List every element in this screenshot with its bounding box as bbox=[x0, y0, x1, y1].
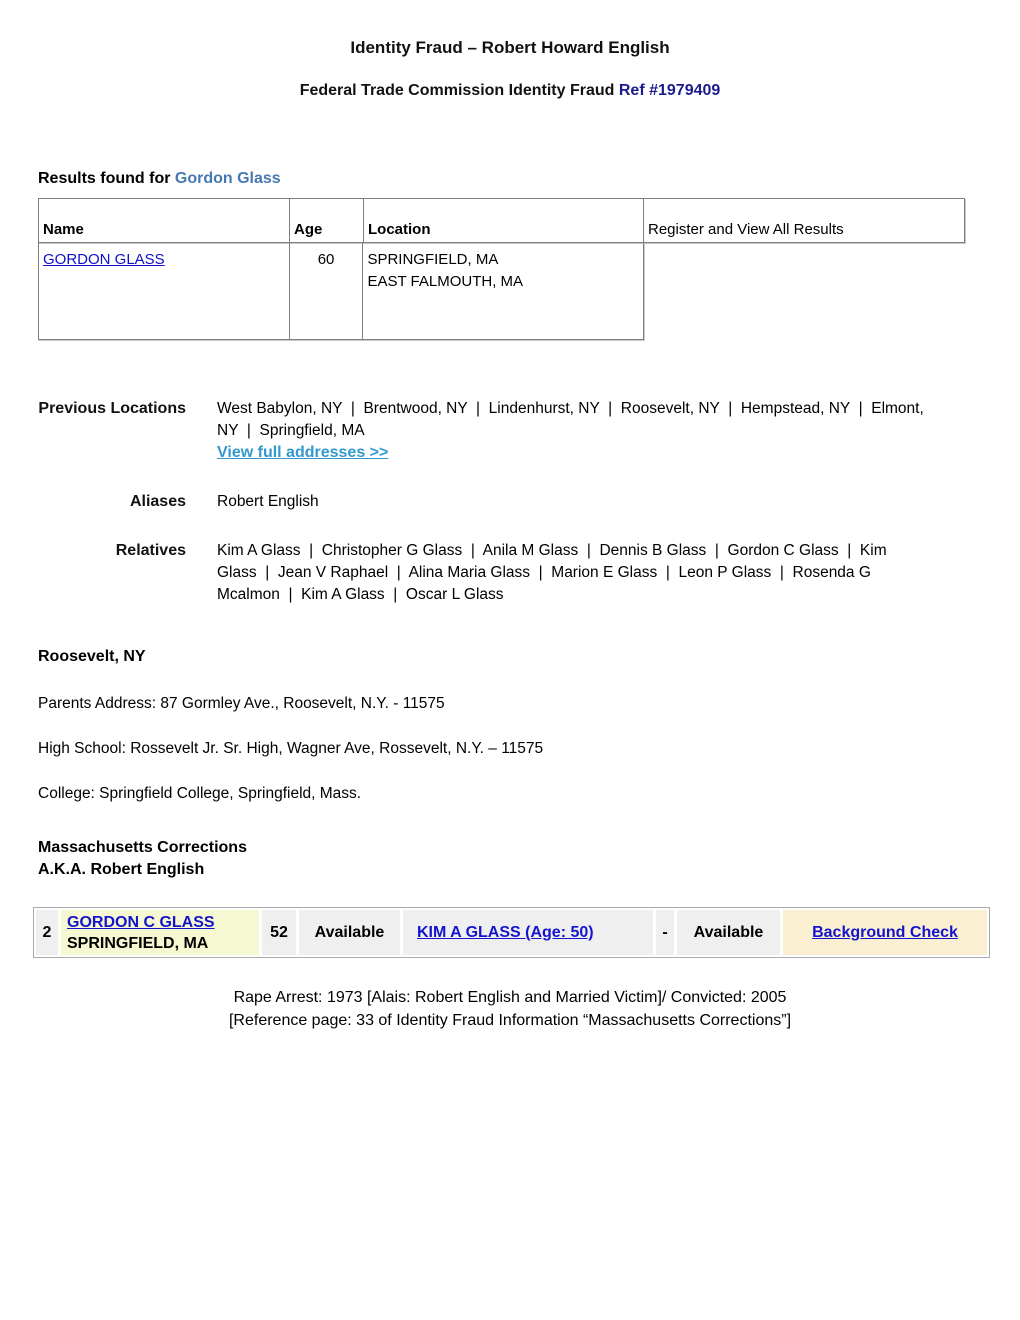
record-status-cell-2: Available bbox=[677, 910, 780, 955]
relatives-row bbox=[38, 540, 1020, 606]
footer-note bbox=[0, 986, 1020, 1032]
results-subject-name: Gordon Glass bbox=[174, 170, 281, 187]
previous-locations-row bbox=[38, 398, 1020, 464]
roosevelt-section bbox=[38, 646, 1020, 881]
relatives-label: Relatives bbox=[115, 542, 186, 559]
corrections-heading-line2: A.K.A. Robert English bbox=[38, 861, 205, 878]
record-age-cell: 52 bbox=[262, 910, 296, 955]
page-subtitle bbox=[0, 82, 1020, 100]
result-location-line2: EAST FALMOUTH, MA bbox=[367, 273, 524, 290]
previous-locations-text: West Babylon, NY | Brentwood, NY | Lindenhurst, NY | Roosevelt, NY | Hempstead, NY | Elmont, NY | Springfield, MA bbox=[217, 400, 929, 439]
aliases-label: Aliases bbox=[129, 493, 186, 510]
result-name-cell bbox=[39, 243, 290, 339]
record-dash-cell: - bbox=[656, 910, 674, 955]
column-header-age: Age bbox=[290, 199, 364, 242]
results-heading-text: Results found for bbox=[38, 170, 175, 187]
result-age-cell: 60 bbox=[290, 243, 364, 339]
result-location-line1: SPRINGFIELD, MA bbox=[367, 251, 499, 268]
previous-locations-label: Previous Locations bbox=[38, 400, 186, 417]
high-school-line: High School: Rossevelt Jr. Sr. High, Wagner Ave, Rossevelt, N.Y. – 11575 bbox=[38, 740, 544, 757]
corrections-record-row bbox=[33, 907, 990, 958]
footer-line2: [Reference page: 33 of Identity Fraud Information “Massachusetts Corrections”] bbox=[228, 1012, 792, 1029]
relatives-value: Kim A Glass | Christopher G Glass | Anila M Glass | Dennis B Glass | Gordon C Glass | Kim Glass | Jean V Raphael | Alina Maria Glass | Marion E Glass | Leon P Glass | Rosenda G Mcalmon | Kim A Glass | Oscar L Glass bbox=[217, 542, 891, 603]
corrections-heading-line1: Massachusetts Corrections bbox=[38, 839, 247, 856]
previous-locations-value bbox=[217, 398, 929, 464]
column-header-location: Location bbox=[364, 199, 644, 242]
column-header-register: Register and View All Results bbox=[648, 221, 844, 238]
view-full-addresses-link[interactable]: View full addresses >> bbox=[217, 444, 389, 461]
record-city: SPRINGFIELD, MA bbox=[67, 934, 209, 952]
reference-number: Ref #1979409 bbox=[618, 82, 721, 99]
record-name-cell bbox=[61, 910, 259, 955]
results-table-row bbox=[38, 243, 644, 340]
result-name-link[interactable]: GORDON GLASS bbox=[43, 251, 165, 268]
parents-address-line: Parents Address: 87 Gormley Ave., Roosevelt, N.Y. - 11575 bbox=[38, 695, 445, 712]
corrections-heading bbox=[38, 837, 1020, 881]
results-table-header-row bbox=[38, 198, 965, 243]
record-relative-link[interactable]: KIM A GLASS (Age: 50) bbox=[417, 923, 594, 941]
aliases-value: Robert English bbox=[217, 493, 319, 510]
page-title: Identity Fraud – Robert Howard English bbox=[350, 38, 670, 57]
record-relative-cell bbox=[403, 910, 653, 955]
roosevelt-heading: Roosevelt, NY bbox=[38, 648, 146, 665]
person-details bbox=[38, 398, 1020, 606]
results-heading bbox=[38, 170, 1020, 188]
subtitle-text: Federal Trade Commission Identity Fraud bbox=[299, 82, 619, 99]
result-location-cell bbox=[363, 243, 643, 339]
college-line: College: Springfield College, Springfield, Mass. bbox=[38, 785, 362, 802]
record-number-cell: 2 bbox=[36, 910, 58, 955]
background-check-cell bbox=[783, 910, 987, 955]
record-status-cell-1: Available bbox=[299, 910, 400, 955]
results-table bbox=[38, 198, 1020, 340]
record-name-link[interactable]: GORDON C GLASS bbox=[67, 913, 215, 931]
background-check-link[interactable]: Background Check bbox=[812, 923, 958, 941]
aliases-row bbox=[38, 491, 1020, 513]
footer-line1: Rape Arrest: 1973 [Alais: Robert English and Married Victim]/ Convicted: 2005 bbox=[233, 989, 787, 1006]
column-header-name: Name bbox=[39, 199, 290, 242]
